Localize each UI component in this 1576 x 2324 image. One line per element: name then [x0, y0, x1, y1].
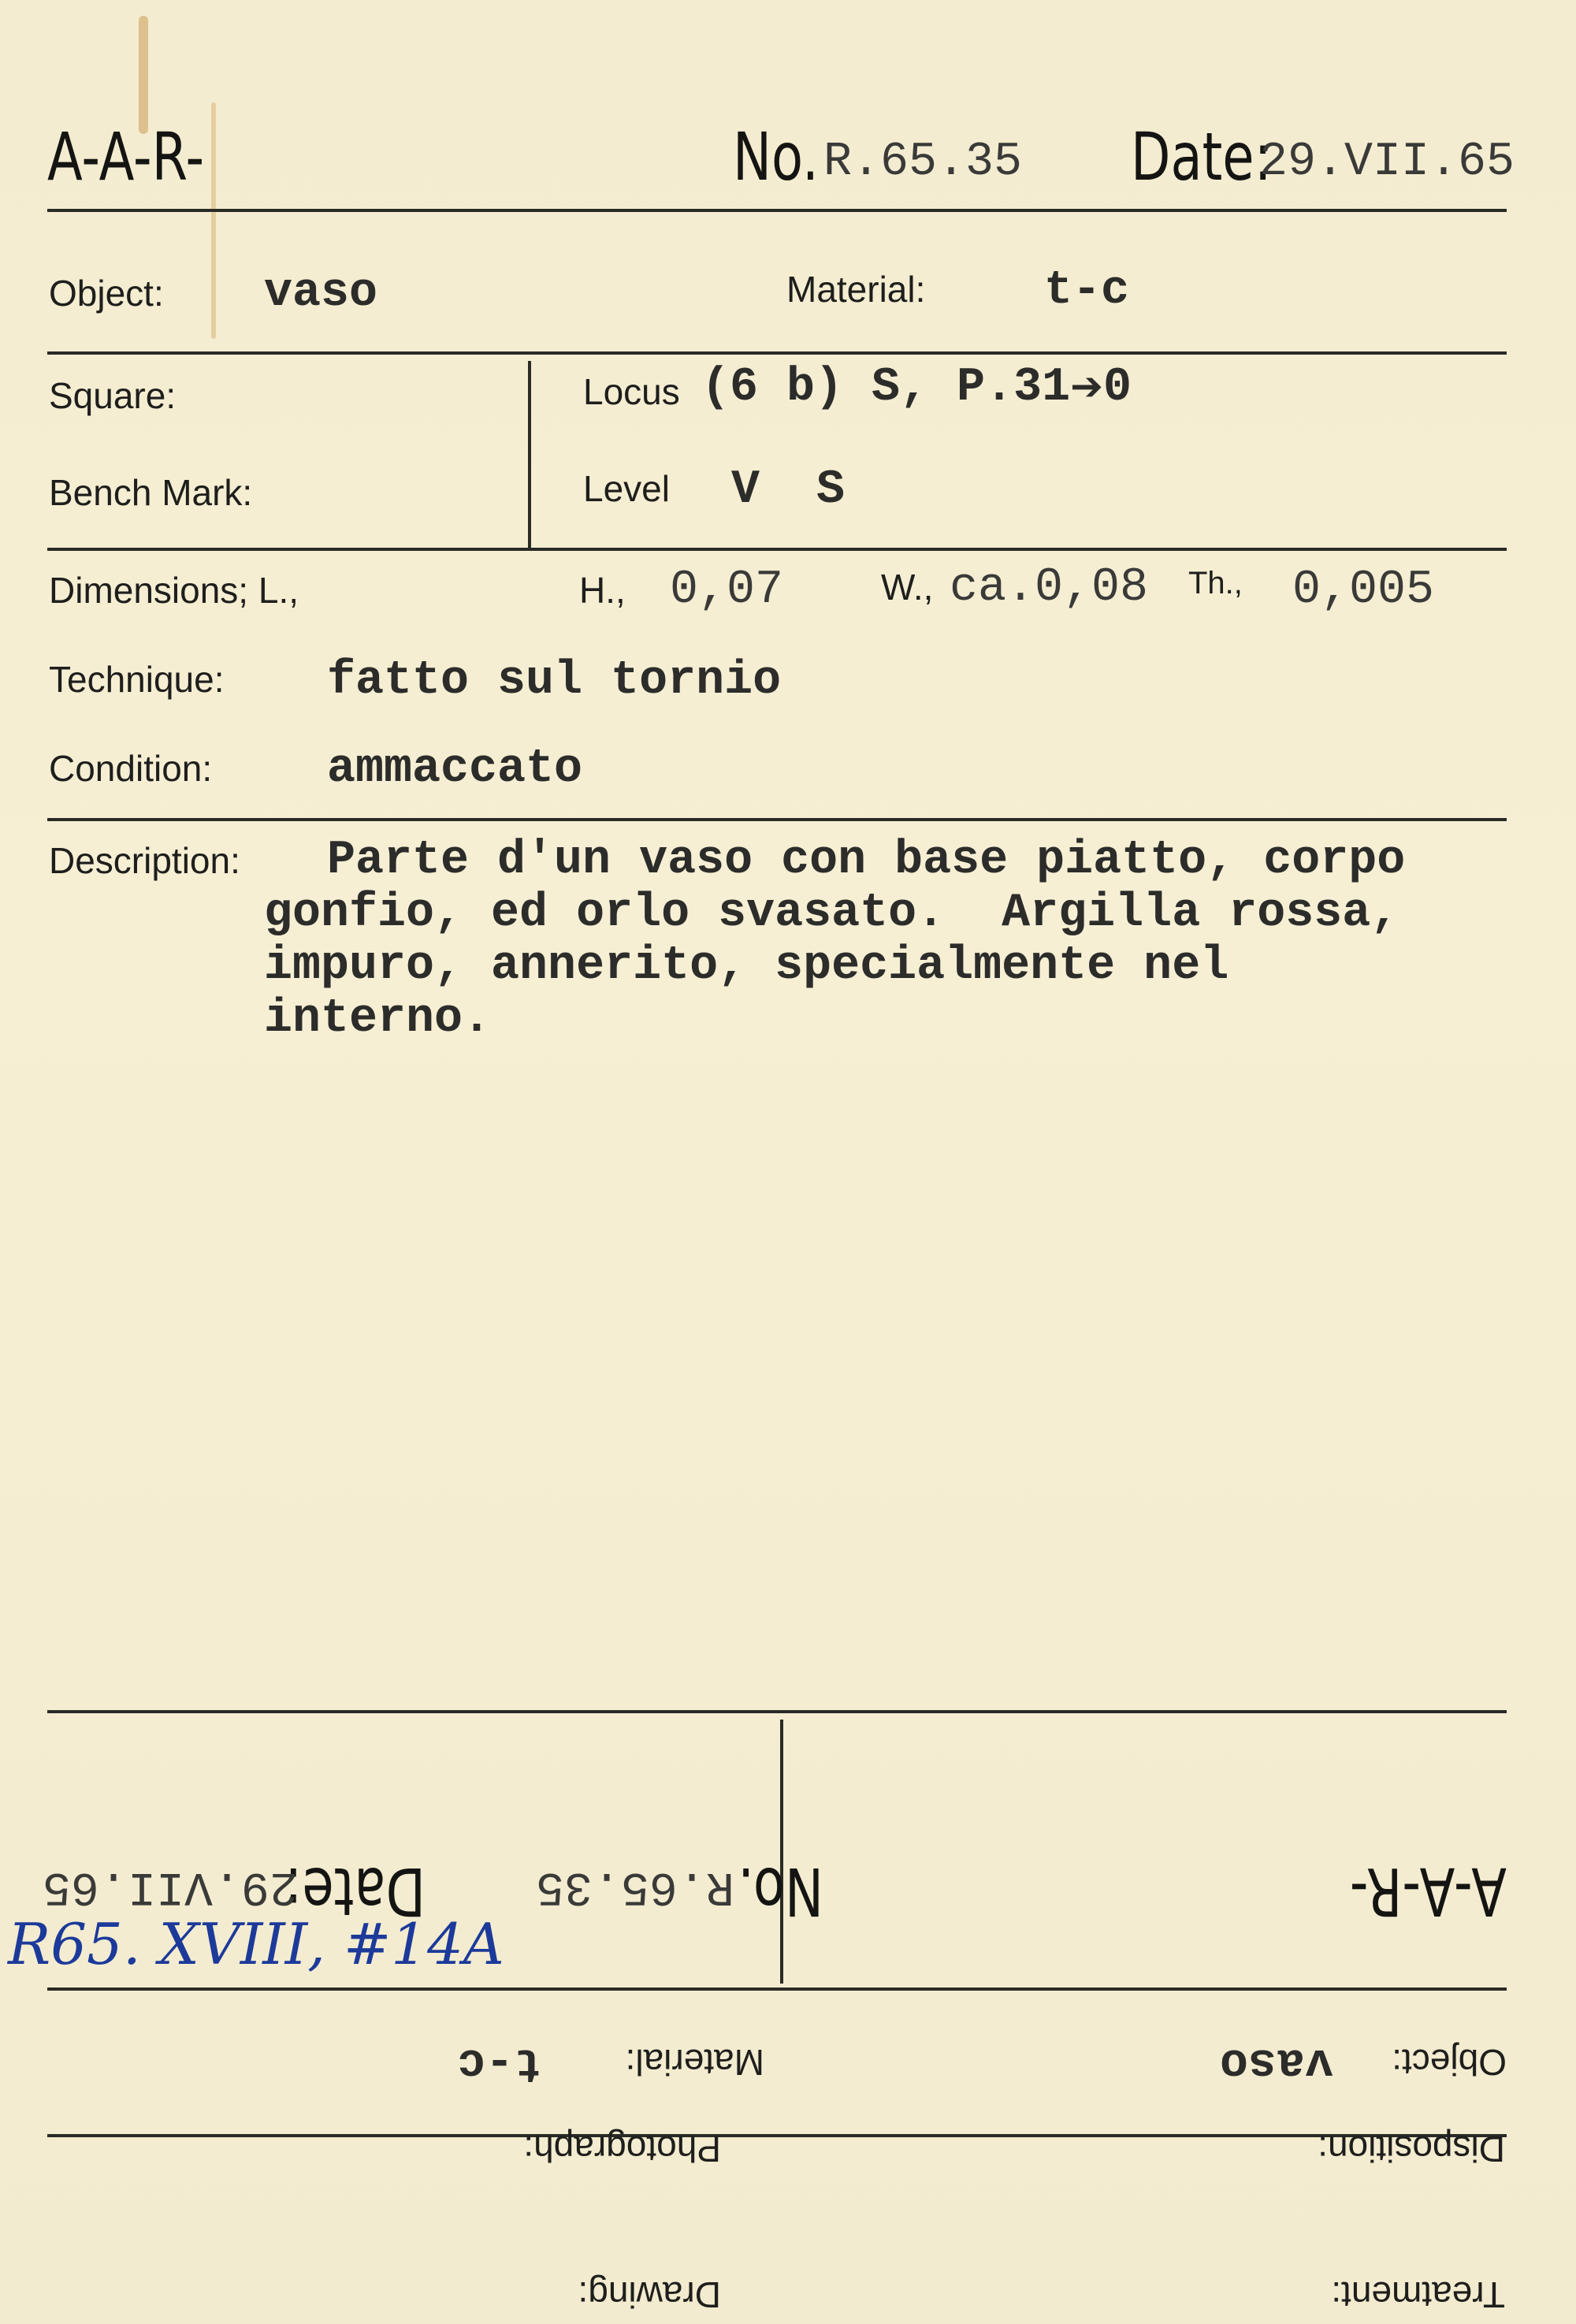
level-label: Level — [583, 468, 670, 509]
technique-label: Technique: — [49, 659, 225, 700]
footer-material-label: Material: — [625, 2042, 764, 2083]
material-value: t-c — [1044, 264, 1130, 318]
material-label: Material: — [786, 269, 926, 310]
footer-series-label: A-A-R- — [1349, 1853, 1507, 1930]
photograph-handwritten-value: R65. XVIII, #14A — [8, 1911, 504, 1977]
footer-date-value: 29.VII.65 — [42, 1859, 298, 1913]
divider — [47, 209, 1507, 212]
divider-vertical — [528, 361, 531, 550]
divider — [47, 351, 1507, 355]
drawing-label: Drawing: — [578, 2274, 721, 2315]
divider — [47, 548, 1507, 551]
photograph-label: Photograph: — [523, 2129, 721, 2170]
footer-material-value: t-c — [456, 2036, 542, 2089]
disposition-label: Disposition: — [1318, 2129, 1505, 2170]
footer-object-label: Object: — [1392, 2042, 1507, 2083]
locus-value — [701, 361, 1132, 415]
height-value: 0,07 — [670, 563, 784, 617]
footer-number-value: R.65.35 — [535, 1859, 734, 1913]
locus-text: (6 b) S, P.31 — [701, 361, 1071, 415]
paper-stain — [139, 16, 148, 134]
locus-suffix: 0 — [1102, 361, 1132, 415]
footer-date-label: Date: — [284, 1853, 426, 1930]
footer-number-label: No. — [738, 1853, 823, 1930]
locus-label: Locus — [583, 371, 680, 412]
bench-mark-label: Bench Mark: — [49, 472, 253, 513]
width-label: W., — [881, 567, 934, 608]
thickness-value: 0,005 — [1292, 563, 1435, 617]
description-line: interno. — [264, 992, 492, 1046]
width-value: ca.0,08 — [950, 561, 1149, 615]
paper-stain — [211, 102, 216, 339]
date-value: 29.VII.65 — [1259, 136, 1515, 189]
thickness-label: Th., — [1188, 566, 1243, 601]
dimensions-label: Dimensions; L., — [49, 570, 299, 611]
condition-label: Condition: — [49, 748, 213, 789]
series-label: A-A-R- — [47, 118, 205, 195]
footer-inverted — [0, 1710, 1576, 2324]
number-value: R.65.35 — [823, 136, 1023, 189]
divider — [47, 818, 1507, 821]
level-value: V S — [731, 463, 846, 517]
footer-object-value: vaso — [1219, 2036, 1333, 2089]
number-label: No. — [733, 118, 819, 195]
height-label: H., — [579, 570, 626, 611]
date-label: Date: — [1131, 118, 1272, 195]
technique-value: fatto sul tornio — [327, 654, 782, 708]
treatment-label: Treatment: — [1331, 2274, 1505, 2315]
object-label: Object: — [49, 273, 164, 314]
description-line: gonfio, ed orlo svasato. Argilla rossa, — [264, 887, 1399, 940]
arrow-icon: ➔ — [1070, 363, 1103, 409]
description-line: Parte d'un vaso con base piatto, corpo — [327, 834, 1406, 887]
condition-value: ammaccato — [327, 742, 583, 796]
description-label: Description: — [49, 840, 240, 881]
description-line: impuro, annerito, specialmente nel — [264, 939, 1229, 993]
object-value: vaso — [264, 266, 378, 320]
square-label: Square: — [49, 375, 177, 416]
